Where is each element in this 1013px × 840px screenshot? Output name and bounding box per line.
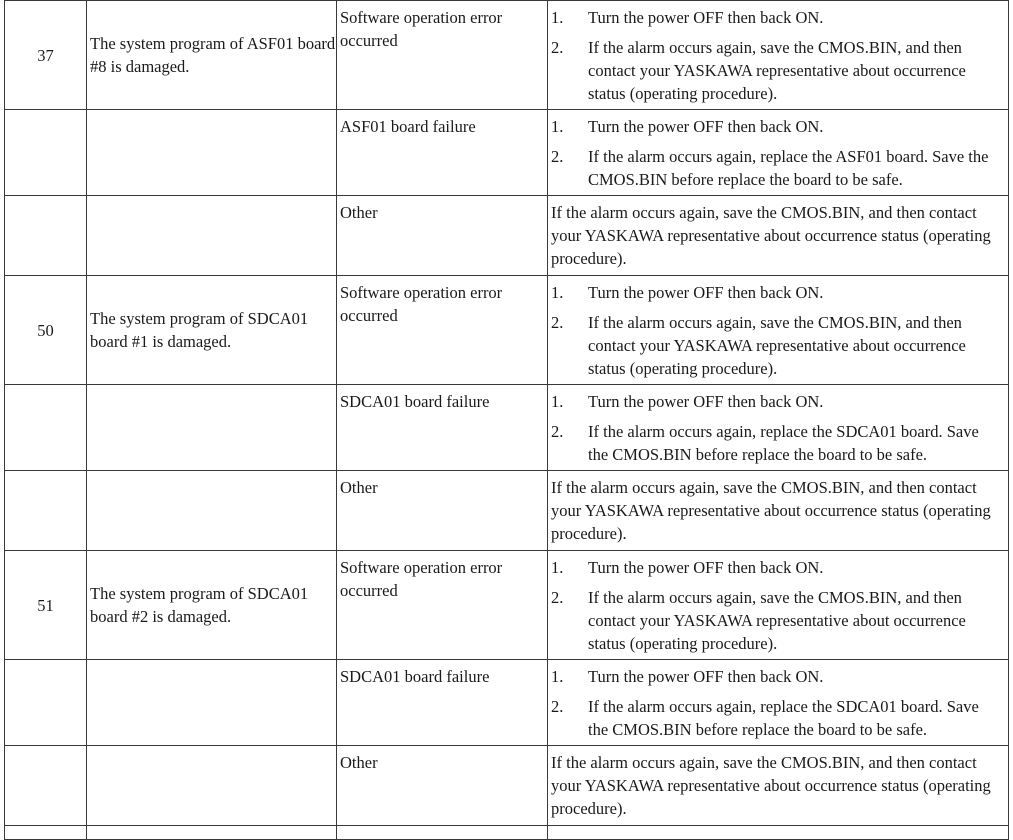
step-text: Turn the power OFF then back ON. [588,667,824,686]
step-number: 2. [551,588,564,607]
remedy-step [551,145,1002,191]
alarm-description: The system program of ASF01 board #8 is damaged. [87,1,337,110]
remedy-step [551,6,1002,29]
remedy-cell [548,110,1009,196]
step-text: Turn the power OFF then back ON. [588,117,824,136]
step-number: 1. [551,667,564,686]
step-text: Turn the power OFF then back ON. [588,558,824,577]
empty-description-cell [87,385,337,471]
remedy-step [551,556,1002,579]
remedy-cell [548,471,1009,551]
empty-description-cell [87,746,337,826]
remedy-text: If the alarm occurs again, save the CMOS.BIN, and then contact your YASKAWA representative about occurrence status (operating procedure). [551,478,991,543]
alarm-code: 37 [5,1,87,110]
alarm-table [4,0,1009,840]
table-row [5,385,1009,471]
cause-cell: SDCA01 board failure [337,660,548,746]
table-row [5,110,1009,196]
remedy-cell [548,660,1009,746]
step-text: If the alarm occurs again, save the CMOS.BIN, and then contact your YASKAWA representative about occurrence status (operating procedure). [588,313,966,378]
empty-description-cell [87,660,337,746]
remedy-step [551,115,1002,138]
remedy-step [551,311,1002,380]
step-number: 1. [551,8,564,27]
remedy-text: If the alarm occurs again, save the CMOS.BIN, and then contact your YASKAWA representative about occurrence status (operating procedure). [551,203,991,268]
table-row [5,196,1009,276]
empty-code-cell [5,471,87,551]
alarm-code: 51 [5,551,87,660]
alarm-code: 50 [5,276,87,385]
table-row [5,1,1009,110]
cause-cell: Other [337,746,548,826]
empty-description-cell [87,471,337,551]
table-row-continuation [5,826,1009,840]
remedy-step [551,390,1002,413]
step-number: 1. [551,392,564,411]
table-row [5,551,1009,660]
table-row [5,746,1009,826]
step-number: 1. [551,117,564,136]
step-text: If the alarm occurs again, save the CMOS.BIN, and then contact your YASKAWA representative about occurrence status (operating procedure). [588,588,966,653]
remedy-step [551,420,1002,466]
empty-code-cell [5,385,87,471]
step-number: 2. [551,313,564,332]
step-number: 1. [551,558,564,577]
table-row [5,471,1009,551]
step-text: If the alarm occurs again, replace the ASF01 board. Save the CMOS.BIN before replace the board to be safe. [588,147,989,189]
cause-cell: Other [337,196,548,276]
cause-cell: Software operation error occurred [337,551,548,660]
step-text: Turn the power OFF then back ON. [588,283,824,302]
empty-cell [548,826,1009,840]
empty-description-cell [87,110,337,196]
empty-cell [337,826,548,840]
remedy-cell [548,551,1009,660]
empty-description-cell [87,196,337,276]
alarm-description: The system program of SDCA01 board #2 is damaged. [87,551,337,660]
step-number: 1. [551,283,564,302]
cause-cell: Software operation error occurred [337,1,548,110]
remedy-cell [548,1,1009,110]
step-text: If the alarm occurs again, save the CMOS.BIN, and then contact your YASKAWA representative about occurrence status (operating procedure). [588,38,966,103]
step-number: 2. [551,697,564,716]
table-row [5,660,1009,746]
remedy-cell [548,276,1009,385]
empty-code-cell [5,660,87,746]
step-text: If the alarm occurs again, replace the SDCA01 board. Save the CMOS.BIN before replace the board to be safe. [588,697,979,739]
remedy-text: If the alarm occurs again, save the CMOS.BIN, and then contact your YASKAWA representative about occurrence status (operating procedure). [551,753,991,818]
step-text: If the alarm occurs again, replace the SDCA01 board. Save the CMOS.BIN before replace the board to be safe. [588,422,979,464]
remedy-step [551,695,1002,741]
step-number: 2. [551,38,564,57]
table-row [5,276,1009,385]
empty-cell [87,826,337,840]
cause-cell: ASF01 board failure [337,110,548,196]
step-number: 2. [551,422,564,441]
remedy-step [551,281,1002,304]
alarm-description: The system program of SDCA01 board #1 is damaged. [87,276,337,385]
step-text: Turn the power OFF then back ON. [588,8,824,27]
remedy-cell [548,196,1009,276]
empty-cell [5,826,87,840]
step-text: Turn the power OFF then back ON. [588,392,824,411]
empty-code-cell [5,110,87,196]
empty-code-cell [5,196,87,276]
cause-cell: Software operation error occurred [337,276,548,385]
remedy-step [551,665,1002,688]
empty-code-cell [5,746,87,826]
cause-cell: SDCA01 board failure [337,385,548,471]
cause-cell: Other [337,471,548,551]
remedy-step [551,586,1002,655]
remedy-cell [548,746,1009,826]
step-number: 2. [551,147,564,166]
remedy-step [551,36,1002,105]
remedy-cell [548,385,1009,471]
